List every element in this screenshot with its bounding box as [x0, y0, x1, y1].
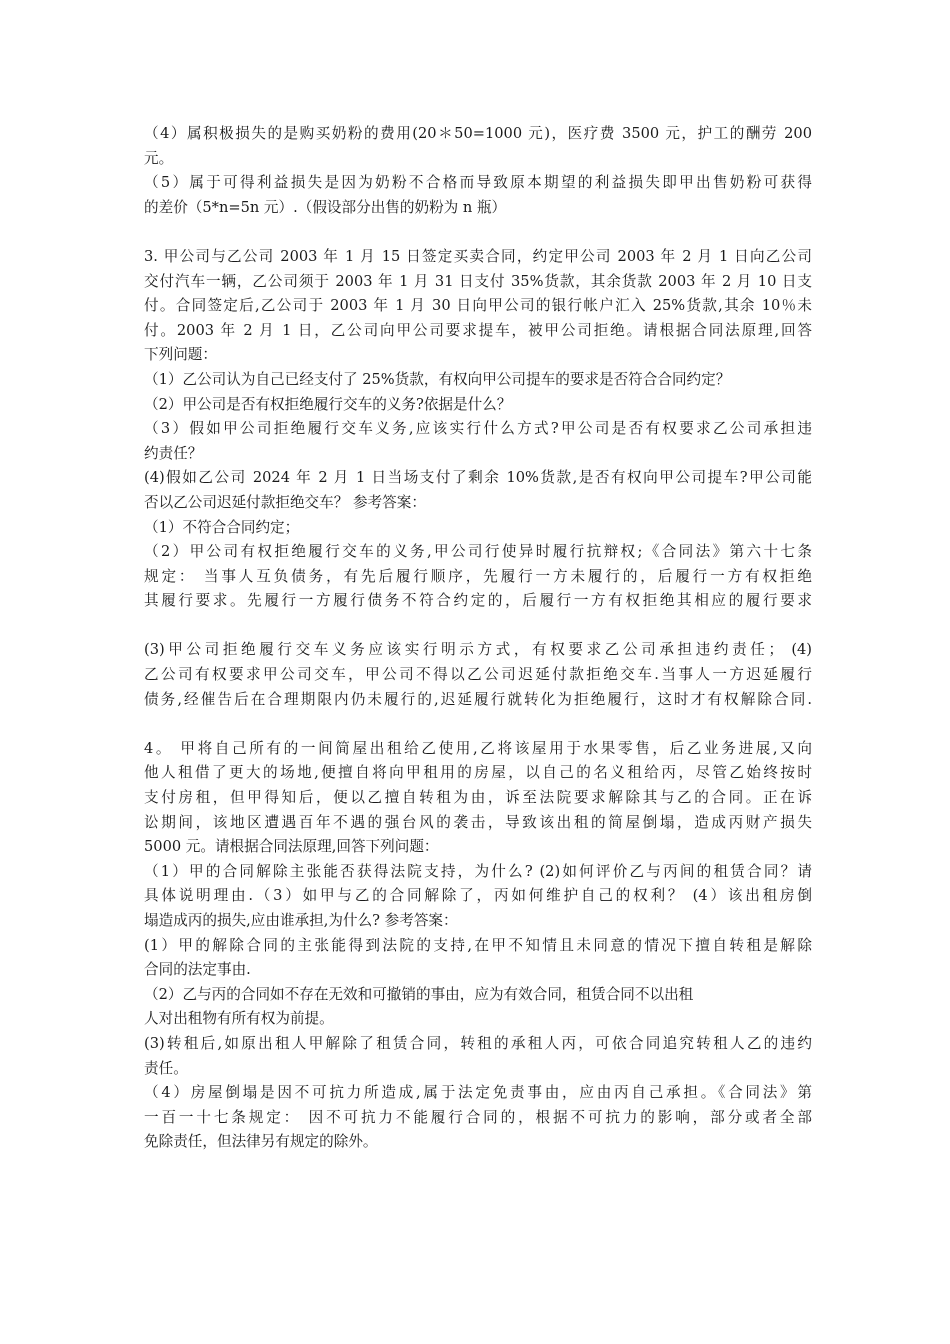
text-line: 规定： 当事人互负债务，有先后履行顺序，先履行一方未履行的，后履行一方有权拒绝 — [144, 567, 812, 585]
document-body — [144, 122, 812, 1155]
text-line: （4）属积极损失的是购买奶粉的费用(20＊50=1000 元)，医疗费 3500 元，护工的酬劳 200 — [144, 125, 812, 142]
text-line: 塌造成丙的损失,应由谁承担,为什么? 参考答案： — [144, 912, 458, 929]
text-line: 下列问题： — [144, 346, 217, 364]
text-line: 交付汽车一辆，乙公司须于 2003 年 1 月 31 日支付 35%货款，其余货款 2003 年 2 月 10 日支 — [144, 272, 812, 290]
text-line: 元。 — [144, 149, 174, 167]
text-line: （3）假如甲公司拒绝履行交车义务,应该实行什么方式?甲公司是否有权要求乙公司承担违 — [144, 420, 812, 438]
text-line: (4)假如乙公司 2024 年 2 月 1 日当场支付了剩余 10%货款,是否有权向甲公司提车?甲公司能 — [144, 469, 812, 487]
text-line: 约责任？ — [144, 444, 203, 462]
text-line: 合同的法定事由. — [144, 961, 251, 979]
text-line: 支付房租，但甲得知后，便以乙擅自转租为由，诉至法院要求解除其与乙的合同。正在诉 — [144, 789, 812, 807]
text-line: （2）甲公司是否有权拒绝履行交车的义务?依据是什么？ — [144, 395, 512, 413]
text-line: 其履行要求。先履行一方履行债务不符合约定的，后履行一方有权拒绝其相应的履行要求 — [144, 592, 812, 610]
text-line: （1）甲的合同解除主张能否获得法院支持，为什么? (2)如何评价乙与丙间的租赁合同？请 — [144, 862, 812, 880]
text-line: (3)甲公司拒绝履行交车义务应该实行明示方式，有权要求乙公司承担违约责任； (4) — [144, 641, 812, 659]
text-line: 3. 甲公司与乙公司 2003 年 1 月 15 日签定买卖合同，约定甲公司 2003 年 2 月 1 日向乙公司 — [144, 247, 812, 265]
text-line: （4）房屋倒塌是因不可抗力所造成,属于法定免责事由，应由丙自己承担。《合同法》第 — [144, 1084, 812, 1102]
text-line: 人对出租物有所有权为前提。 — [144, 1010, 334, 1028]
text-line: (3)转租后,如原出租人甲解除了租赁合同，转租的承租人丙，可依合同追究转租人乙的违约 — [144, 1034, 812, 1052]
text-line: 4。 甲将自己所有的一间简屋出租给乙使用,乙将该屋用于水果零售，后乙业务进展,又向 — [144, 739, 812, 757]
text-line: （5）属于可得利益损失是因为奶粉不合格而导致原本期望的利益损失即甲出售奶粉可获得 — [144, 174, 812, 192]
paragraph-gap — [144, 220, 812, 245]
text-line: 否以乙公司迟延付款拒绝交车？ 参考答案： — [144, 493, 426, 511]
text-line: 5000 元。请根据合同法原理,回答下列问题： — [144, 838, 439, 856]
text-line: 债务,经催告后在合理期限内仍未履行的,迟延履行就转化为拒绝履行，这时才有权解除合同. — [144, 690, 812, 708]
text-line: （1）乙公司认为自己已经支付了 25%货款，有权向甲公司提车的要求是否符合合同约定？ — [144, 370, 731, 388]
text-line: 的差价（5*n=5n 元）.（假设部分出售的奶粉为 n 瓶） — [144, 198, 507, 216]
text-line: （1）不符合合同约定； — [144, 518, 300, 536]
text-line: 免除责任，但法律另有规定的除外。 — [144, 1133, 378, 1151]
text-line: 付。2003 年 2 月 1 日，乙公司向甲公司要求提车，被甲公司拒绝。请根据合同法原理,回答 — [144, 321, 812, 339]
paragraph-gap — [144, 614, 812, 639]
text-line: 他人租借了更大的场地,便擅自将向甲租用的房屋，以自己的名义租给丙，尽管乙始终按时 — [144, 764, 812, 782]
text-line: 责任。 — [144, 1059, 188, 1077]
text-line: 具体说明理由.（3）如甲与乙的合同解除了，丙如何维护自己的权利？ (4）该出租房倒 — [144, 887, 812, 905]
text-line: 讼期间，该地区遭遇百年不遇的强台风的袭击，导致该出租的简屋倒塌，造成丙财产损失 — [144, 813, 812, 831]
text-line: （2）甲公司有权拒绝履行交车的义务,甲公司行使异时履行抗辩权;《合同法》第六十七条 — [144, 543, 812, 561]
paragraph-gap — [144, 712, 812, 737]
text-line: 乙公司有权要求甲公司交车，甲公司不得以乙公司迟延付款拒绝交车.当事人一方迟延履行 — [144, 666, 812, 684]
text-line: 付。合同签定后,乙公司于 2003 年 1 月 30 日向甲公司的银行帐户汇入 25%货款,其余 10％未 — [144, 297, 812, 315]
text-line: 一百一十七条规定： 因不可抗力不能履行合同的，根据不可抗力的影响，部分或者全部 — [144, 1108, 812, 1126]
text-line: (1）甲的解除合同的主张能得到法院的支持,在甲不知情且未同意的情况下擅自转租是解除 — [144, 936, 812, 954]
text-line: （2）乙与丙的合同如不存在无效和可撤销的事由，应为有效合同，租赁合同不以出租 — [144, 985, 694, 1003]
